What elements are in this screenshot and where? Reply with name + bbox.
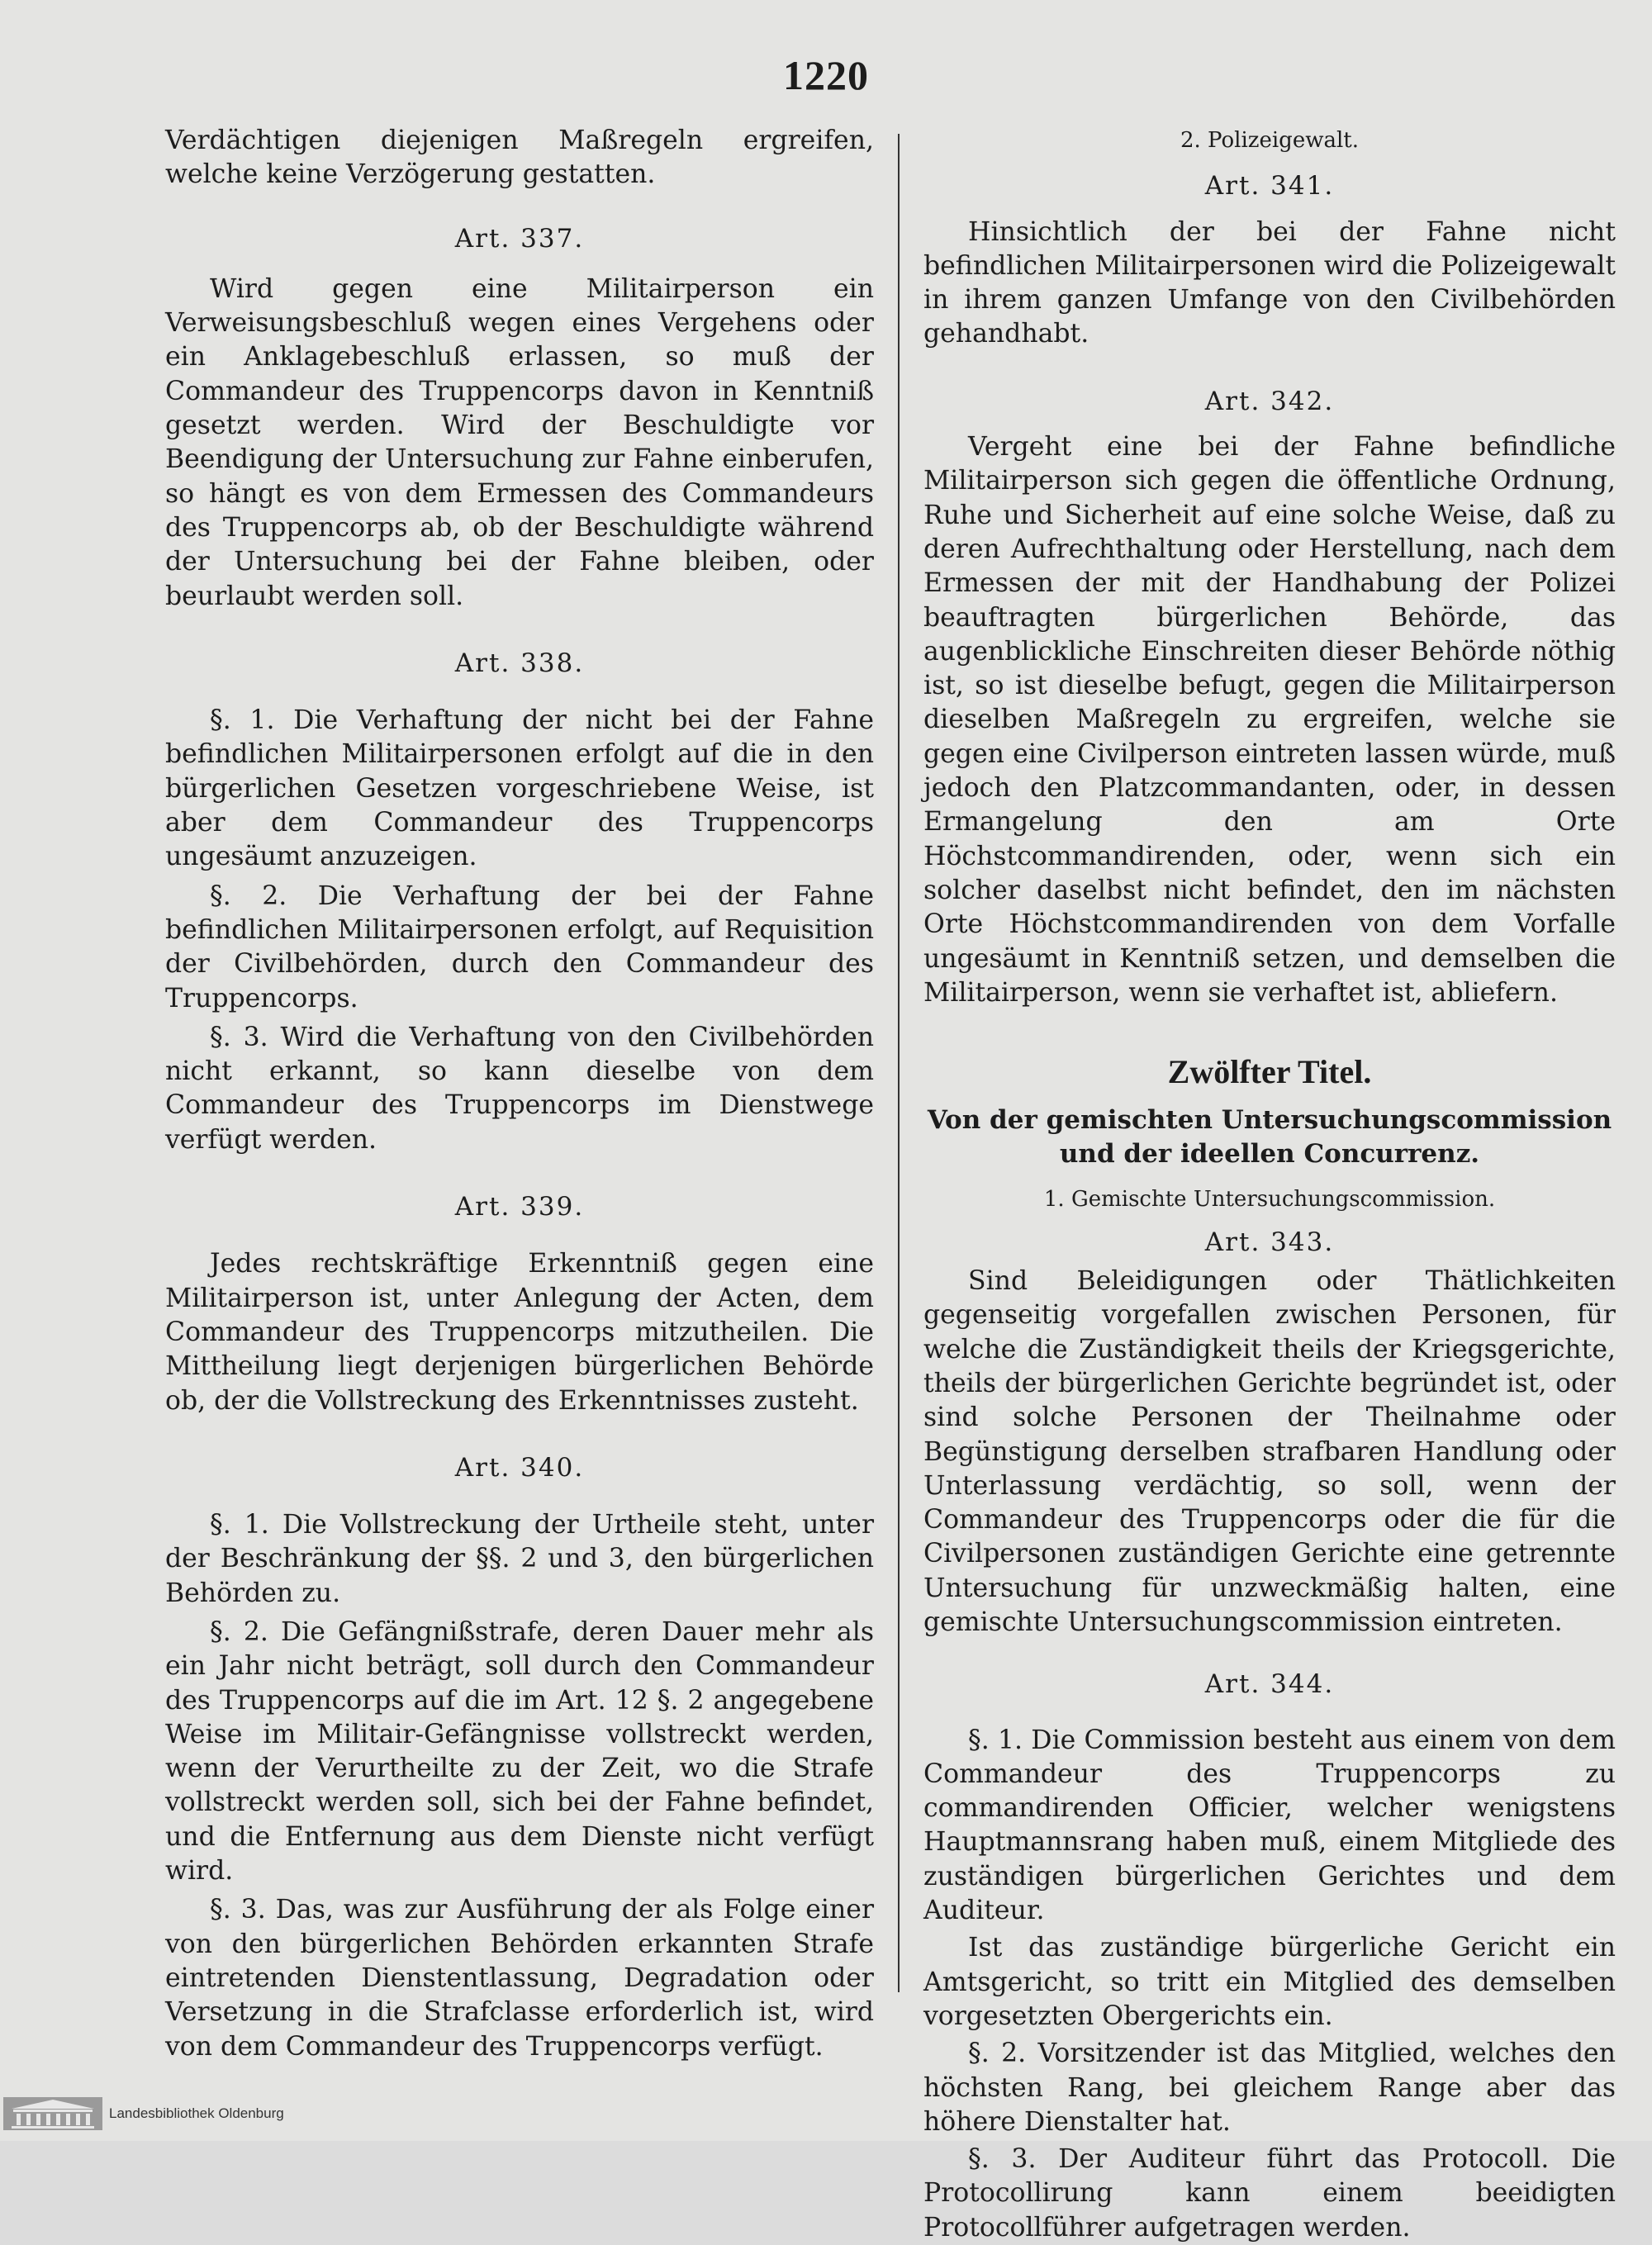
section-title-gemischte: 1. Gemischte Untersuchungscommission.	[1043, 1187, 1496, 1213]
column-divider	[898, 134, 900, 1992]
article-heading-342: Art. 342.	[1204, 386, 1335, 416]
left-column	[165, 124, 874, 2064]
article-337-text: Wird gegen eine Militairperson ein Verweisungsbeschluß wegen eines Vergehens oder ein Anklagebeschluß erlassen, so muß der Commandeur des Truppencorps davon in Kenntniß gesetzt werden. Wird der Beschuldigte vor Beendigung der Untersuchung zur Fahne einberufen, so hängt es von dem Ermessen des Commandeurs des Truppencorps ab, ob der Beschuldigte während der Untersuchung bei der Fahne bleiben, oder beurlaubt werden soll.	[165, 273, 874, 611]
article-340-paragraph-2: §. 2. Die Gefängnißstrafe, deren Dauer mehr als ein Jahr nicht beträgt, soll durch den Commandeur des Truppencorps auf die im Art. 12 §. 2 angegebene Weise im Militair-Gefängnisse vollstreckt werden, wenn der Verurtheilte zu der Zeit, wo die Strafe vollstreckt werden soll, sich bei der Fahne befindet, und die Entfernung aus dem Dienste nicht verfügt wird.	[165, 1616, 874, 1887]
footer-text: Landesbibliothek Oldenburg	[109, 2105, 284, 2121]
page-number: 1220	[783, 52, 869, 98]
article-338-paragraph-1: §. 1. Die Verhaftung der nicht bei der Fahne befindlichen Militairpersonen erfolgt auf die in den bürgerlichen Gesetzen vorgeschriebene Weise, ist aber dem Commandeur des Truppencorps ungesäumt anzuzeigen.	[165, 705, 874, 872]
footer-watermark	[0, 2097, 297, 2130]
article-343-text: Sind Beleidigungen oder Thätlichkeiten gegenseitig vorgefallen zwischen Personen, für welche die Zuständigkeit theils der Kriegsgerichte, theils der bürgerlichen Gerichte begründet ist, oder sind solche Personen der Theilnahme oder Begünstigung derselben strafbaren Handlung oder Unterlassung verdächtig, so soll, wenn der Commandeur des Truppencorps oder die für die Civilpersonen zuständigen Gerichte eine getrennte Untersuchung für unzweckmäßig halten, eine gemischte Untersuchungscommission eintreten.	[923, 1266, 1616, 1637]
article-heading-341: Art. 341.	[1204, 171, 1335, 202]
article-heading-343: Art. 343.	[1204, 1227, 1335, 1257]
section-title-polizeigewalt: 2. Polizeigewalt.	[1180, 128, 1359, 153]
article-heading-338: Art. 338.	[454, 648, 585, 678]
library-building-icon	[3, 2097, 102, 2130]
article-heading-340: Art. 340.	[454, 1452, 585, 1483]
title-heading: Zwölfter Titel.	[1167, 1053, 1372, 1091]
article-heading-339: Art. 339.	[454, 1192, 585, 1222]
article-340-paragraph-3: §. 3. Das, was zur Ausführung der als Folge einer von den bürgerlichen Behörden erkannten Strafe eintretenden Dienstentlassung, Degradation oder Versetzung in die Strafclasse erforderlich ist, wird von dem Commandeur des Truppencorps verfügt.	[165, 1895, 874, 2062]
article-338-paragraph-2: §. 2. Die Verhaftung der bei der Fahne befindlichen Militairpersonen erfolgt, auf Requisition der Civilbehörden, durch den Commandeur des Truppencorps.	[165, 880, 874, 1013]
article-344-paragraph-1: §. 1. Die Commission besteht aus einem von dem Commandeur des Truppencorps zu commandirenden Officier, welcher wenigstens Hauptmannsrang haben muß, einem Mitgliede des zuständigen bürgerlichen Gerichtes und dem Auditeur.	[923, 1725, 1616, 1926]
title-subheading: Von der gemischten Untersuchungscommission und der ideellen Concurrenz.	[927, 1105, 1612, 1170]
paragraph: Verdächtigen diejenigen Maßregeln ergreifen, welche keine Verzögerung gestatten.	[165, 126, 874, 190]
article-341-text: Hinsichtlich der bei der Fahne nicht befindlichen Militairpersonen wird die Polizeigewalt in ihrem ganzen Umfange von den Civilbehörden gehandhabt.	[923, 216, 1616, 349]
article-344-paragraph-2: §. 2. Vorsitzender ist das Mitglied, welches den höchsten Rang, bei gleichem Range aber das höhere Dienstalter hat.	[923, 2039, 1616, 2137]
article-344-paragraph-1b: Ist das zuständige bürgerliche Gericht ein Amtsgericht, so tritt ein Mitglied des demselben vorgesetzten Obergerichts ein.	[923, 1933, 1616, 2031]
right-column	[923, 124, 1616, 2245]
article-heading-344: Art. 344.	[1204, 1669, 1335, 1700]
article-342-text: Vergeht eine bei der Fahne befindliche Militairperson sich gegen die öffentliche Ordnung, Ruhe und Sicherheit auf eine solche Weise, daß zu deren Aufrechthaltung oder Herstellung, nach dem Ermessen der mit der Handhabung der Polizei beauftragten bürgerlichen Behörde, das augenblickliche Einschreiten dieser Behörde nöthig ist, so ist dieselbe befugt, gegen die Militairperson dieselben Maßregeln zu ergreifen, welche sie gegen eine Civilperson eintreten lassen würde, muß jedoch den Platzcommandanten, oder, in dessen Ermangelung den am Orte Höchstcommandirenden, oder, wenn sich ein solcher daselbst nicht befindet, den im nächsten Orte Höchstcommandirenden von dem Vorfalle ungesäumt in Kenntniß setzen, und demselben die Militairperson, wenn sie verhaftet ist, abliefern.	[923, 432, 1616, 1008]
article-339-text: Jedes rechtskräftige Erkenntniß gegen eine Militairperson ist, unter Anlegung der Acten, dem Commandeur des Truppencorps mitzutheilen. Die Mittheilung liegt derjenigen bürgerlichen Behörde ob, der die Vollstreckung des Erkenntnisses zusteht.	[165, 1249, 874, 1416]
article-340-paragraph-1: §. 1. Die Vollstreckung der Urtheile steht, unter der Beschränkung der §§. 2 und 3, den bürgerlichen Behörden zu.	[165, 1510, 874, 1608]
article-338-paragraph-3: §. 3. Wird die Verhaftung von den Civilbehörden nicht erkannt, so kann dieselbe von dem Commandeur des Truppencorps im Dienstwege verfügt werden.	[165, 1022, 874, 1155]
article-344-paragraph-3: §. 3. Der Auditeur führt das Protocoll. Die Protocollirung kann einem beeidigten Protocollführer aufgetragen werden.	[923, 2144, 1616, 2243]
article-heading-337: Art. 337.	[454, 223, 585, 254]
